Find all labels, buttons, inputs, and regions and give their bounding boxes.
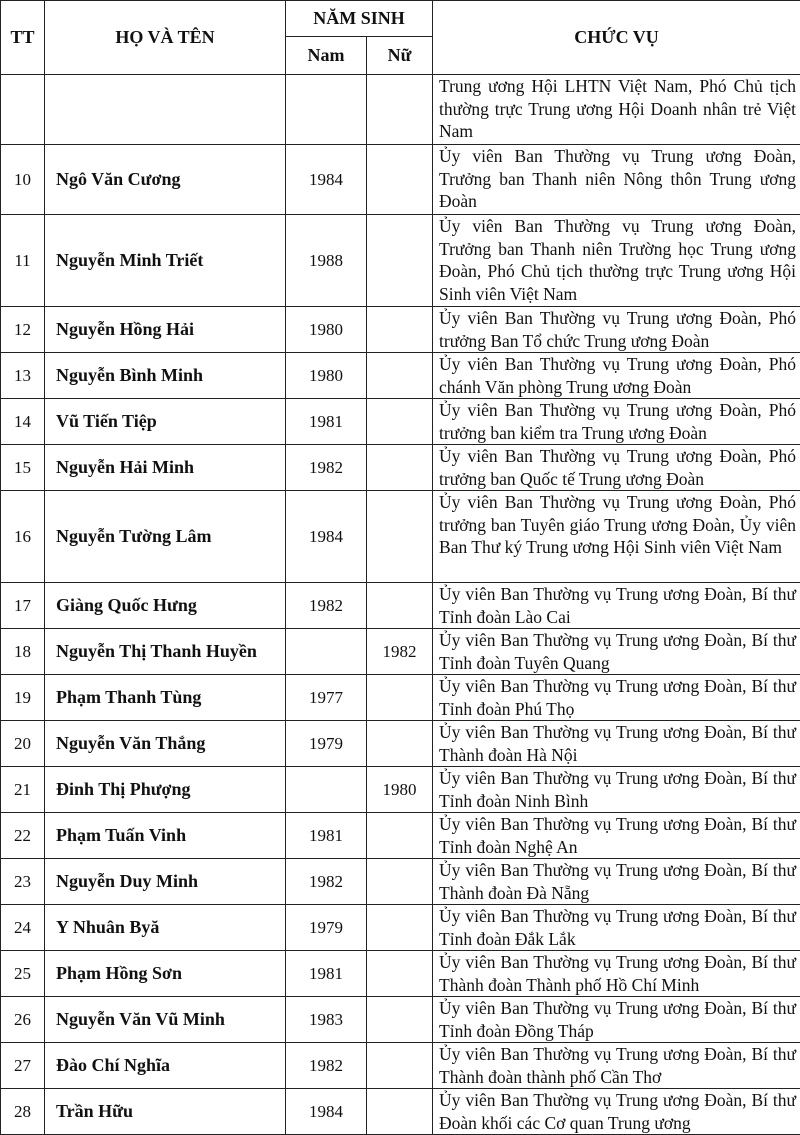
row-number: 20: [1, 721, 45, 767]
birth-year-male: 1984: [286, 145, 367, 215]
table-row: [1, 491, 800, 583]
position: Ủy viên Ban Thường vụ Trung ương Đoàn, Bí thư Đoàn khối các Cơ quan Trung ương: [433, 1089, 800, 1135]
position: Ủy viên Ban Thường vụ Trung ương Đoàn, Bí thư Thành đoàn Hà Nội: [433, 721, 800, 767]
header-tt: TT: [1, 1, 45, 75]
table-row: [1, 1043, 800, 1089]
table-row: [1, 215, 800, 307]
table-row: [1, 629, 800, 675]
full-name: Phạm Hồng Sơn: [45, 951, 286, 997]
position: Ủy viên Ban Thường vụ Trung ương Đoàn, Phó trưởng Ban Tổ chức Trung ương Đoàn: [433, 307, 800, 353]
birth-year-female: [367, 721, 433, 767]
full-name: Nguyễn Văn Vũ Minh: [45, 997, 286, 1043]
birth-year-female: [367, 215, 433, 307]
row-number: 11: [1, 215, 45, 307]
header-name: HỌ VÀ TÊN: [45, 1, 286, 75]
table-row: [1, 75, 800, 145]
row-number: 16: [1, 491, 45, 583]
birth-year-male: 1988: [286, 215, 367, 307]
birth-year-male: 1981: [286, 399, 367, 445]
birth-year-female: 1980: [367, 767, 433, 813]
position: Ủy viên Ban Thường vụ Trung ương Đoàn, Phó trưởng ban Tuyên giáo Trung ương Đoàn, Ủy viên Ban Thư ký Trung ương Hội Sinh viên Việt Nam: [433, 491, 800, 583]
table-row: [1, 675, 800, 721]
birth-year-female: [367, 675, 433, 721]
table-row: [1, 997, 800, 1043]
position: Ủy viên Ban Thường vụ Trung ương Đoàn, Trưởng ban Thanh niên Nông thôn Trung ương Đoàn: [433, 145, 800, 215]
full-name: Giàng Quốc Hưng: [45, 583, 286, 629]
birth-year-female: [367, 951, 433, 997]
birth-year-male: 1982: [286, 859, 367, 905]
birth-year-female: [367, 1043, 433, 1089]
full-name: Ngô Văn Cương: [45, 145, 286, 215]
birth-year-male: 1981: [286, 951, 367, 997]
row-number: 13: [1, 353, 45, 399]
position: Ủy viên Ban Thường vụ Trung ương Đoàn, Bí thư Tỉnh đoàn Phú Thọ: [433, 675, 800, 721]
table-row: [1, 813, 800, 859]
full-name: Nguyễn Hải Minh: [45, 445, 286, 491]
header-position: CHỨC VỤ: [433, 1, 800, 75]
position: Ủy viên Ban Thường vụ Trung ương Đoàn, Bí thư Tỉnh đoàn Đắk Lắk: [433, 905, 800, 951]
birth-year-female: [367, 1089, 433, 1135]
row-number: 28: [1, 1089, 45, 1135]
birth-year-male: 1984: [286, 491, 367, 583]
birth-year-female: [367, 75, 433, 145]
birth-year-female: [367, 905, 433, 951]
row-number: 23: [1, 859, 45, 905]
row-number: 27: [1, 1043, 45, 1089]
row-number: 12: [1, 307, 45, 353]
header-birth-year: NĂM SINH: [286, 1, 433, 37]
birth-year-male: [286, 629, 367, 675]
row-number: 25: [1, 951, 45, 997]
birth-year-male: 1984: [286, 1089, 367, 1135]
table-row: [1, 145, 800, 215]
birth-year-female: [367, 445, 433, 491]
full-name: Nguyễn Bình Minh: [45, 353, 286, 399]
header-female: Nữ: [367, 37, 433, 75]
full-name: Nguyễn Tường Lâm: [45, 491, 286, 583]
birth-year-female: [367, 813, 433, 859]
position: Ủy viên Ban Thường vụ Trung ương Đoàn, Bí thư Thành đoàn Đà Nẵng: [433, 859, 800, 905]
full-name: Đào Chí Nghĩa: [45, 1043, 286, 1089]
birth-year-male: 1982: [286, 1043, 367, 1089]
table-row: [1, 951, 800, 997]
birth-year-female: [367, 353, 433, 399]
full-name: Nguyễn Thị Thanh Huyền: [45, 629, 286, 675]
birth-year-male: [286, 767, 367, 813]
full-name: Phạm Tuấn Vinh: [45, 813, 286, 859]
position: Ủy viên Ban Thường vụ Trung ương Đoàn, Trưởng ban Thanh niên Trường học Trung ương Đoàn, Phó Chủ tịch thường trực Trung ương Hội Sinh viên Việt Nam: [433, 215, 800, 307]
full-name: [45, 75, 286, 145]
birth-year-male: 1981: [286, 813, 367, 859]
birth-year-male: 1977: [286, 675, 367, 721]
row-number: 15: [1, 445, 45, 491]
table-row: [1, 353, 800, 399]
position: Ủy viên Ban Thường vụ Trung ương Đoàn, Bí thư Thành đoàn Thành phố Hồ Chí Minh: [433, 951, 800, 997]
position: Ủy viên Ban Thường vụ Trung ương Đoàn, Phó trưởng ban Quốc tế Trung ương Đoàn: [433, 445, 800, 491]
position: Ủy viên Ban Thường vụ Trung ương Đoàn, Bí thư Thành đoàn thành phố Cần Thơ: [433, 1043, 800, 1089]
position: Ủy viên Ban Thường vụ Trung ương Đoàn, Bí thư Tỉnh đoàn Ninh Bình: [433, 767, 800, 813]
full-name: Vũ Tiến Tiệp: [45, 399, 286, 445]
row-number: [1, 75, 45, 145]
table-row: [1, 583, 800, 629]
row-number: 26: [1, 997, 45, 1043]
birth-year-female: [367, 491, 433, 583]
row-number: 22: [1, 813, 45, 859]
position: Ủy viên Ban Thường vụ Trung ương Đoàn, Bí thư Tỉnh đoàn Tuyên Quang: [433, 629, 800, 675]
birth-year-male: 1979: [286, 721, 367, 767]
birth-year-female: [367, 997, 433, 1043]
position: Trung ương Hội LHTN Việt Nam, Phó Chủ tịch thường trực Trung ương Hội Doanh nhân trẻ Việt Nam: [433, 75, 800, 145]
row-number: 19: [1, 675, 45, 721]
full-name: Đinh Thị Phượng: [45, 767, 286, 813]
row-number: 17: [1, 583, 45, 629]
birth-year-male: 1982: [286, 583, 367, 629]
full-name: Nguyễn Minh Triết: [45, 215, 286, 307]
table-row: [1, 905, 800, 951]
birth-year-female: [367, 583, 433, 629]
full-name: Trần Hữu: [45, 1089, 286, 1135]
full-name: Nguyễn Hồng Hải: [45, 307, 286, 353]
table-row: [1, 445, 800, 491]
row-number: 14: [1, 399, 45, 445]
row-number: 21: [1, 767, 45, 813]
position: Ủy viên Ban Thường vụ Trung ương Đoàn, Phó chánh Văn phòng Trung ương Đoàn: [433, 353, 800, 399]
position: Ủy viên Ban Thường vụ Trung ương Đoàn, Phó trưởng ban kiểm tra Trung ương Đoàn: [433, 399, 800, 445]
birth-year-male: [286, 75, 367, 145]
table-row: [1, 859, 800, 905]
table-row: [1, 399, 800, 445]
birth-year-female: 1982: [367, 629, 433, 675]
birth-year-male: 1983: [286, 997, 367, 1043]
birth-year-male: 1980: [286, 307, 367, 353]
birth-year-male: 1980: [286, 353, 367, 399]
birth-year-male: 1982: [286, 445, 367, 491]
table-row: [1, 721, 800, 767]
position: Ủy viên Ban Thường vụ Trung ương Đoàn, Bí thư Tỉnh đoàn Lào Cai: [433, 583, 800, 629]
birth-year-female: [367, 399, 433, 445]
header-male: Nam: [286, 37, 367, 75]
birth-year-female: [367, 307, 433, 353]
position: Ủy viên Ban Thường vụ Trung ương Đoàn, Bí thư Tỉnh đoàn Đồng Tháp: [433, 997, 800, 1043]
row-number: 10: [1, 145, 45, 215]
full-name: Y Nhuân Byă: [45, 905, 286, 951]
birth-year-female: [367, 145, 433, 215]
row-number: 24: [1, 905, 45, 951]
birth-year-female: [367, 859, 433, 905]
full-name: Nguyễn Duy Minh: [45, 859, 286, 905]
table-row: [1, 1089, 800, 1135]
full-name: Nguyễn Văn Thắng: [45, 721, 286, 767]
position: Ủy viên Ban Thường vụ Trung ương Đoàn, Bí thư Tỉnh đoàn Nghệ An: [433, 813, 800, 859]
full-name: Phạm Thanh Tùng: [45, 675, 286, 721]
row-number: 18: [1, 629, 45, 675]
table-row: [1, 307, 800, 353]
birth-year-male: 1979: [286, 905, 367, 951]
table-row: [1, 767, 800, 813]
